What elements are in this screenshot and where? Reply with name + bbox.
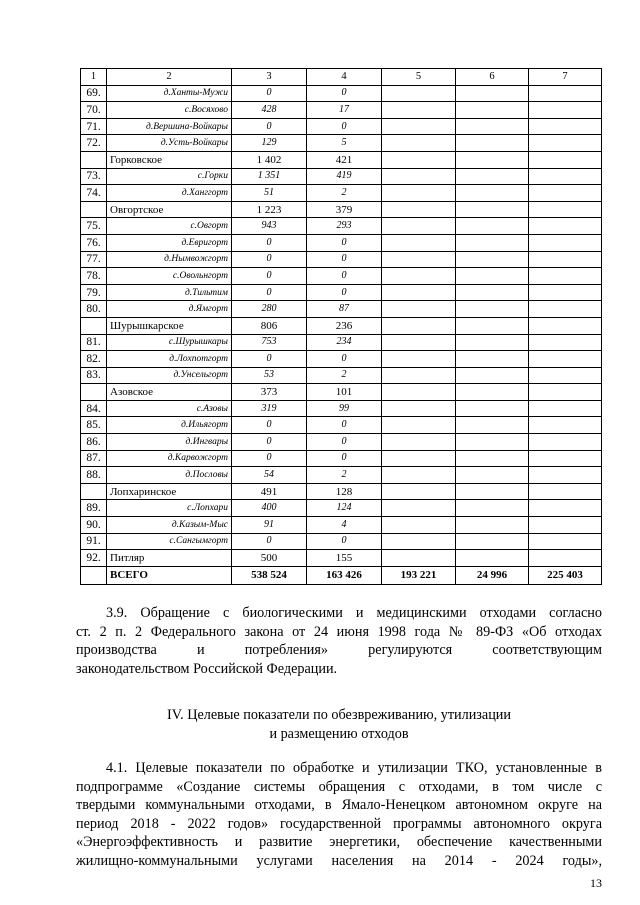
settlement-name: д.Унсельгорт — [107, 367, 232, 384]
empty-cell — [456, 367, 529, 384]
empty-cell — [382, 434, 456, 451]
settlement-name: д.Ингвары — [107, 434, 232, 451]
empty-cell — [456, 417, 529, 434]
empty-cell — [529, 135, 602, 152]
empty-cell — [529, 533, 602, 550]
empty-cell — [456, 168, 529, 185]
value-col3: 0 — [232, 118, 307, 135]
value-col3: 1 351 — [232, 168, 307, 185]
empty-cell — [382, 301, 456, 318]
row-number: 73. — [81, 168, 107, 185]
region-row — [81, 384, 602, 401]
empty-cell — [382, 234, 456, 251]
settlement-name: с.Восяхово — [107, 102, 232, 119]
settlement-name: с.Горки — [107, 168, 232, 185]
value-col3: 806 — [232, 317, 307, 334]
empty-cell — [382, 500, 456, 517]
settlement-name: д.Пословы — [107, 467, 232, 484]
empty-cell — [529, 517, 602, 534]
empty-cell — [529, 301, 602, 318]
empty-cell — [382, 483, 456, 500]
empty-cell — [529, 251, 602, 268]
total-col6: 24 996 — [456, 566, 529, 584]
value-col3: 500 — [232, 550, 307, 567]
empty-cell — [456, 251, 529, 268]
row-number: 75. — [81, 218, 107, 235]
row-number: 77. — [81, 251, 107, 268]
empty-cell — [456, 317, 529, 334]
row-number — [81, 384, 107, 401]
empty-cell — [456, 234, 529, 251]
settlement-name: д.Казым-Мыс — [107, 517, 232, 534]
empty-cell — [529, 467, 602, 484]
value-col4: 0 — [307, 85, 382, 102]
total-col3: 538 524 — [232, 566, 307, 584]
empty-cell — [529, 351, 602, 368]
empty-cell — [456, 500, 529, 517]
settlement-name: с.Овольнгорт — [107, 268, 232, 285]
value-col3: 0 — [232, 284, 307, 301]
empty-cell — [529, 151, 602, 168]
empty-cell — [456, 284, 529, 301]
empty-cell — [456, 434, 529, 451]
empty-cell — [456, 550, 529, 567]
value-col3: 373 — [232, 384, 307, 401]
region-row — [81, 201, 602, 218]
empty-cell — [529, 384, 602, 401]
settlement-name: с.Шурышкары — [107, 334, 232, 351]
total-col7: 225 403 — [529, 566, 602, 584]
value-col3: 943 — [232, 218, 307, 235]
value-col3: 0 — [232, 450, 307, 467]
empty-cell — [382, 102, 456, 119]
empty-cell — [456, 384, 529, 401]
paragraph-line: производства и потребления» регулируются соответствующим — [76, 642, 602, 658]
value-col4: 4 — [307, 517, 382, 534]
settlement-name: с.Лопхари — [107, 500, 232, 517]
header-cell: 3 — [232, 69, 307, 86]
row-number: 80. — [81, 301, 107, 318]
row-number: 71. — [81, 118, 107, 135]
settlement-name: д.Евригорт — [107, 234, 232, 251]
row-number: 78. — [81, 268, 107, 285]
empty-cell — [529, 218, 602, 235]
header-cell: 2 — [107, 69, 232, 86]
empty-cell — [382, 400, 456, 417]
row-number: 91. — [81, 533, 107, 550]
empty-cell — [456, 517, 529, 534]
header-cell: 4 — [307, 69, 382, 86]
value-col4: 124 — [307, 500, 382, 517]
value-col3: 129 — [232, 135, 307, 152]
row-number — [81, 483, 107, 500]
empty-cell — [529, 168, 602, 185]
value-col4: 5 — [307, 135, 382, 152]
row-number: 81. — [81, 334, 107, 351]
settlement-name: с.Азовы — [107, 400, 232, 417]
empty-cell — [456, 218, 529, 235]
empty-cell — [456, 483, 529, 500]
empty-cell — [529, 550, 602, 567]
paragraph-line: 4.1. Целевые показатели по обработке и утилизации ТКО, установленные в — [106, 760, 602, 776]
value-col3: 0 — [232, 533, 307, 550]
value-col4: 2 — [307, 185, 382, 202]
row-number: 88. — [81, 467, 107, 484]
region-row — [81, 151, 602, 168]
empty-cell — [529, 85, 602, 102]
row-number: 83. — [81, 367, 107, 384]
section-heading-line: IV. Целевые показатели по обезвреживанию, утилизации — [167, 707, 511, 723]
village-row — [81, 533, 602, 550]
row-number: 87. — [81, 450, 107, 467]
empty-cell — [529, 234, 602, 251]
empty-cell — [456, 85, 529, 102]
value-col4: 234 — [307, 334, 382, 351]
village-row — [81, 118, 602, 135]
empty-cell — [529, 317, 602, 334]
value-col4: 155 — [307, 550, 382, 567]
value-col4: 99 — [307, 400, 382, 417]
empty-cell — [382, 201, 456, 218]
village-row — [81, 301, 602, 318]
value-col4: 2 — [307, 467, 382, 484]
empty-cell — [382, 450, 456, 467]
row-number: 86. — [81, 434, 107, 451]
empty-cell — [529, 483, 602, 500]
row-number: 70. — [81, 102, 107, 119]
row-number: 89. — [81, 500, 107, 517]
settlement-name: д.Лохпотгорт — [107, 351, 232, 368]
empty-cell — [456, 467, 529, 484]
empty-cell — [382, 351, 456, 368]
region-row — [81, 317, 602, 334]
settlement-name: д.Карвожгорт — [107, 450, 232, 467]
value-col3: 491 — [232, 483, 307, 500]
village-row — [81, 467, 602, 484]
value-col3: 0 — [232, 268, 307, 285]
empty-cell — [382, 251, 456, 268]
empty-cell — [382, 118, 456, 135]
value-col4: 17 — [307, 102, 382, 119]
total-number — [81, 566, 107, 584]
empty-cell — [456, 450, 529, 467]
empty-cell — [456, 301, 529, 318]
value-col3: 0 — [232, 251, 307, 268]
value-col3: 53 — [232, 367, 307, 384]
empty-cell — [529, 268, 602, 285]
empty-cell — [382, 151, 456, 168]
village-row — [81, 284, 602, 301]
value-col4: 87 — [307, 301, 382, 318]
empty-cell — [382, 517, 456, 534]
header-cell: 7 — [529, 69, 602, 86]
settlement-name: д.Ильягорт — [107, 417, 232, 434]
region-row — [81, 483, 602, 500]
empty-cell — [529, 434, 602, 451]
empty-cell — [456, 400, 529, 417]
value-col4: 128 — [307, 483, 382, 500]
empty-cell — [382, 185, 456, 202]
value-col3: 0 — [232, 351, 307, 368]
village-row — [81, 185, 602, 202]
value-col3: 0 — [232, 85, 307, 102]
village-row — [81, 517, 602, 534]
settlement-name: д.Вершина-Войкары — [107, 118, 232, 135]
value-col3: 428 — [232, 102, 307, 119]
paragraph-line: «Энергоэффективность и развитие энергетики, обеспечение качественными — [76, 834, 602, 850]
village-row — [81, 85, 602, 102]
village-row — [81, 234, 602, 251]
empty-cell — [382, 367, 456, 384]
empty-cell — [382, 135, 456, 152]
paragraph-3-9 — [76, 604, 602, 678]
empty-cell — [456, 334, 529, 351]
empty-cell — [456, 118, 529, 135]
total-col4: 163 426 — [307, 566, 382, 584]
village-row — [81, 251, 602, 268]
empty-cell — [456, 135, 529, 152]
empty-cell — [382, 334, 456, 351]
settlement-name: д.Ямгорт — [107, 301, 232, 318]
empty-cell — [529, 185, 602, 202]
total-label: ВСЕГО — [107, 566, 232, 584]
total-col5: 193 221 — [382, 566, 456, 584]
village-row — [81, 268, 602, 285]
row-number: 92. — [81, 550, 107, 567]
paragraph-line: период 2018 - 2022 годов» государственной программы автономного округа — [76, 815, 602, 832]
row-number: 69. — [81, 85, 107, 102]
row-number — [81, 317, 107, 334]
value-col3: 91 — [232, 517, 307, 534]
value-col3: 0 — [232, 234, 307, 251]
village-row — [81, 218, 602, 235]
value-col4: 293 — [307, 218, 382, 235]
empty-cell — [456, 102, 529, 119]
row-number: 90. — [81, 517, 107, 534]
value-col4: 0 — [307, 533, 382, 550]
value-col3: 753 — [232, 334, 307, 351]
row-number: 85. — [81, 417, 107, 434]
empty-cell — [382, 168, 456, 185]
empty-cell — [382, 317, 456, 334]
empty-cell — [382, 533, 456, 550]
empty-cell — [456, 201, 529, 218]
settlement-name: Питляр — [107, 550, 232, 567]
value-col3: 0 — [232, 417, 307, 434]
village-row — [81, 500, 602, 517]
row-number: 79. — [81, 284, 107, 301]
value-col4: 0 — [307, 417, 382, 434]
settlement-name: Азовское — [107, 384, 232, 401]
settlement-name: д.Усть-Войкары — [107, 135, 232, 152]
village-row — [81, 334, 602, 351]
empty-cell — [529, 367, 602, 384]
empty-cell — [529, 118, 602, 135]
value-col4: 419 — [307, 168, 382, 185]
empty-cell — [456, 351, 529, 368]
value-col4: 379 — [307, 201, 382, 218]
paragraph-line: 3.9. Обращение с биологическими и медицинскими отходами согласно — [106, 605, 602, 621]
value-col3: 1 402 — [232, 151, 307, 168]
village-row — [81, 417, 602, 434]
empty-cell — [382, 417, 456, 434]
value-col4: 421 — [307, 151, 382, 168]
total-row — [81, 566, 602, 584]
value-col4: 0 — [307, 268, 382, 285]
value-col3: 51 — [232, 185, 307, 202]
village-row — [81, 168, 602, 185]
value-col4: 0 — [307, 118, 382, 135]
value-col4: 2 — [307, 367, 382, 384]
empty-cell — [529, 417, 602, 434]
settlement-name: Горковское — [107, 151, 232, 168]
empty-cell — [456, 151, 529, 168]
value-col4: 0 — [307, 251, 382, 268]
value-col4: 0 — [307, 351, 382, 368]
paragraph-line: ст. 2 п. 2 Федерального закона от 24 июня 1998 года № 89-ФЗ «Об отходах — [76, 623, 602, 640]
value-col4: 101 — [307, 384, 382, 401]
value-col3: 400 — [232, 500, 307, 517]
settlement-name: д.Нымвожгорт — [107, 251, 232, 268]
region-row — [81, 550, 602, 567]
village-row — [81, 400, 602, 417]
header-cell: 6 — [456, 69, 529, 86]
value-col3: 280 — [232, 301, 307, 318]
header-cell: 5 — [382, 69, 456, 86]
value-col3: 1 223 — [232, 201, 307, 218]
village-row — [81, 102, 602, 119]
row-number: 82. — [81, 351, 107, 368]
section-heading — [76, 706, 602, 743]
value-col3: 0 — [232, 434, 307, 451]
empty-cell — [529, 102, 602, 119]
empty-cell — [529, 400, 602, 417]
settlement-name: с.Овгорт — [107, 218, 232, 235]
settlement-name: д.Ханты-Мужи — [107, 85, 232, 102]
empty-cell — [382, 218, 456, 235]
village-row — [81, 135, 602, 152]
row-number: 84. — [81, 400, 107, 417]
paragraph-line: законодательством Российской Федерации. — [76, 660, 338, 677]
empty-cell — [456, 533, 529, 550]
settlement-name: Лопхаринское — [107, 483, 232, 500]
row-number — [81, 201, 107, 218]
row-number: 72. — [81, 135, 107, 152]
row-number: 76. — [81, 234, 107, 251]
settlement-name: д.Тильтим — [107, 284, 232, 301]
empty-cell — [529, 284, 602, 301]
page-number: 13 — [590, 876, 602, 890]
empty-cell — [456, 268, 529, 285]
waste-table — [80, 68, 602, 585]
table-header-row — [81, 69, 602, 86]
header-cell: 1 — [81, 69, 107, 86]
village-row — [81, 450, 602, 467]
village-row — [81, 434, 602, 451]
row-number — [81, 151, 107, 168]
value-col4: 0 — [307, 234, 382, 251]
value-col4: 236 — [307, 317, 382, 334]
empty-cell — [382, 268, 456, 285]
village-row — [81, 351, 602, 368]
paragraph-line: подпрограмме «Создание системы обращения с отходами, в том числе с — [76, 778, 602, 795]
empty-cell — [529, 500, 602, 517]
empty-cell — [382, 467, 456, 484]
settlement-name: д.Ханггорт — [107, 185, 232, 202]
empty-cell — [529, 201, 602, 218]
settlement-name: Шурышкарское — [107, 317, 232, 334]
village-row — [81, 367, 602, 384]
section-heading-line: и размещению отходов — [269, 725, 409, 742]
settlement-name: с.Сангымгорт — [107, 533, 232, 550]
empty-cell — [382, 85, 456, 102]
value-col3: 319 — [232, 400, 307, 417]
empty-cell — [456, 185, 529, 202]
value-col3: 54 — [232, 467, 307, 484]
empty-cell — [382, 384, 456, 401]
empty-cell — [382, 550, 456, 567]
paragraph-line: жилищно-коммунальными услугами населения на 2014 - 2024 годы», — [76, 852, 602, 869]
paragraph-line: твердыми коммунальными отходами, в Ямало-Ненецком автономном округе на — [76, 797, 602, 813]
value-col4: 0 — [307, 434, 382, 451]
value-col4: 0 — [307, 450, 382, 467]
settlement-name: Овгортское — [107, 201, 232, 218]
empty-cell — [382, 284, 456, 301]
empty-cell — [529, 334, 602, 351]
value-col4: 0 — [307, 284, 382, 301]
empty-cell — [529, 450, 602, 467]
row-number: 74. — [81, 185, 107, 202]
paragraph-4-1 — [76, 759, 602, 870]
